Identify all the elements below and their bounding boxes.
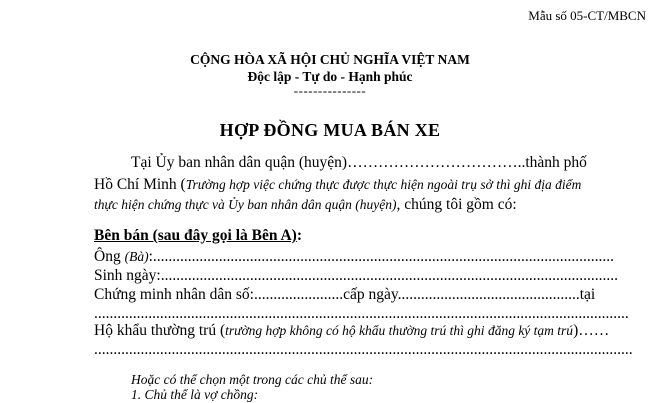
seller-residence-note: trường hợp không có hộ khẩu thường trú thì ghi đăng ký tạm trú [225,323,574,338]
seller-name-label: Ông [94,248,125,265]
intro-line-2-text: Hồ Chí Minh ( [94,176,186,193]
choice-note: Hoặc có thể chọn một trong các chủ thể sau: [131,372,374,387]
seller-blank-line: ........................................................................................................................................... [94,341,633,358]
seller-name-line [94,248,614,266]
seller-id-place: ...............................................tại [397,286,596,303]
intro-line-3-note: thực hiện chứng thực và Ủy ban nhân dân quận (huyện) [94,197,397,212]
seller-residence-line [94,322,609,340]
seller-address-line: .......................................................................................................................................... [94,305,629,322]
intro-line-2-note: Trường hợp việc chứng thực được thực hiện ngoài trụ sở thì ghi địa điểm [185,177,582,192]
form-code: Mẫu số 05-CT/MBCN [528,8,646,23]
seller-name-dots: :....................................................................................................................... [148,248,615,265]
seller-residence-end: )…… [573,322,610,339]
heading-separator: --------------- [293,83,367,98]
subject-1-note: 1. Chủ thể là vợ chồng: [131,387,259,402]
seller-id-line [94,286,595,304]
document-title: HỢP ĐỒNG MUA BÁN XE [219,120,441,140]
intro-line-3-text: , chúng tôi gồm có: [396,196,517,213]
seller-id-label: Chứng minh nhân dân số:.......................cấp ngày [94,286,398,303]
seller-name-paren: (Bà) [124,249,149,264]
seller-heading-colon: : [296,227,303,244]
intro-line-2 [94,176,581,194]
nation-heading: CỘNG HÒA XÃ HỘI CHỦ NGHĨA VIỆT NAM [190,52,470,67]
intro-line-1: Tại Ủy ban nhân dân quận (huyện)……………………………..thành phố [131,154,587,171]
seller-heading-text: Bên bán (sau đây gọi là Bên A) [94,227,297,244]
intro-line-3 [94,196,517,214]
national-motto: Độc lập - Tự do - Hạnh phúc [247,69,413,84]
seller-heading [94,227,302,245]
seller-dob-line: Sinh ngày:...................................................................................................................... [94,267,618,284]
seller-residence-label: Hộ khẩu thường trú ( [94,322,226,339]
